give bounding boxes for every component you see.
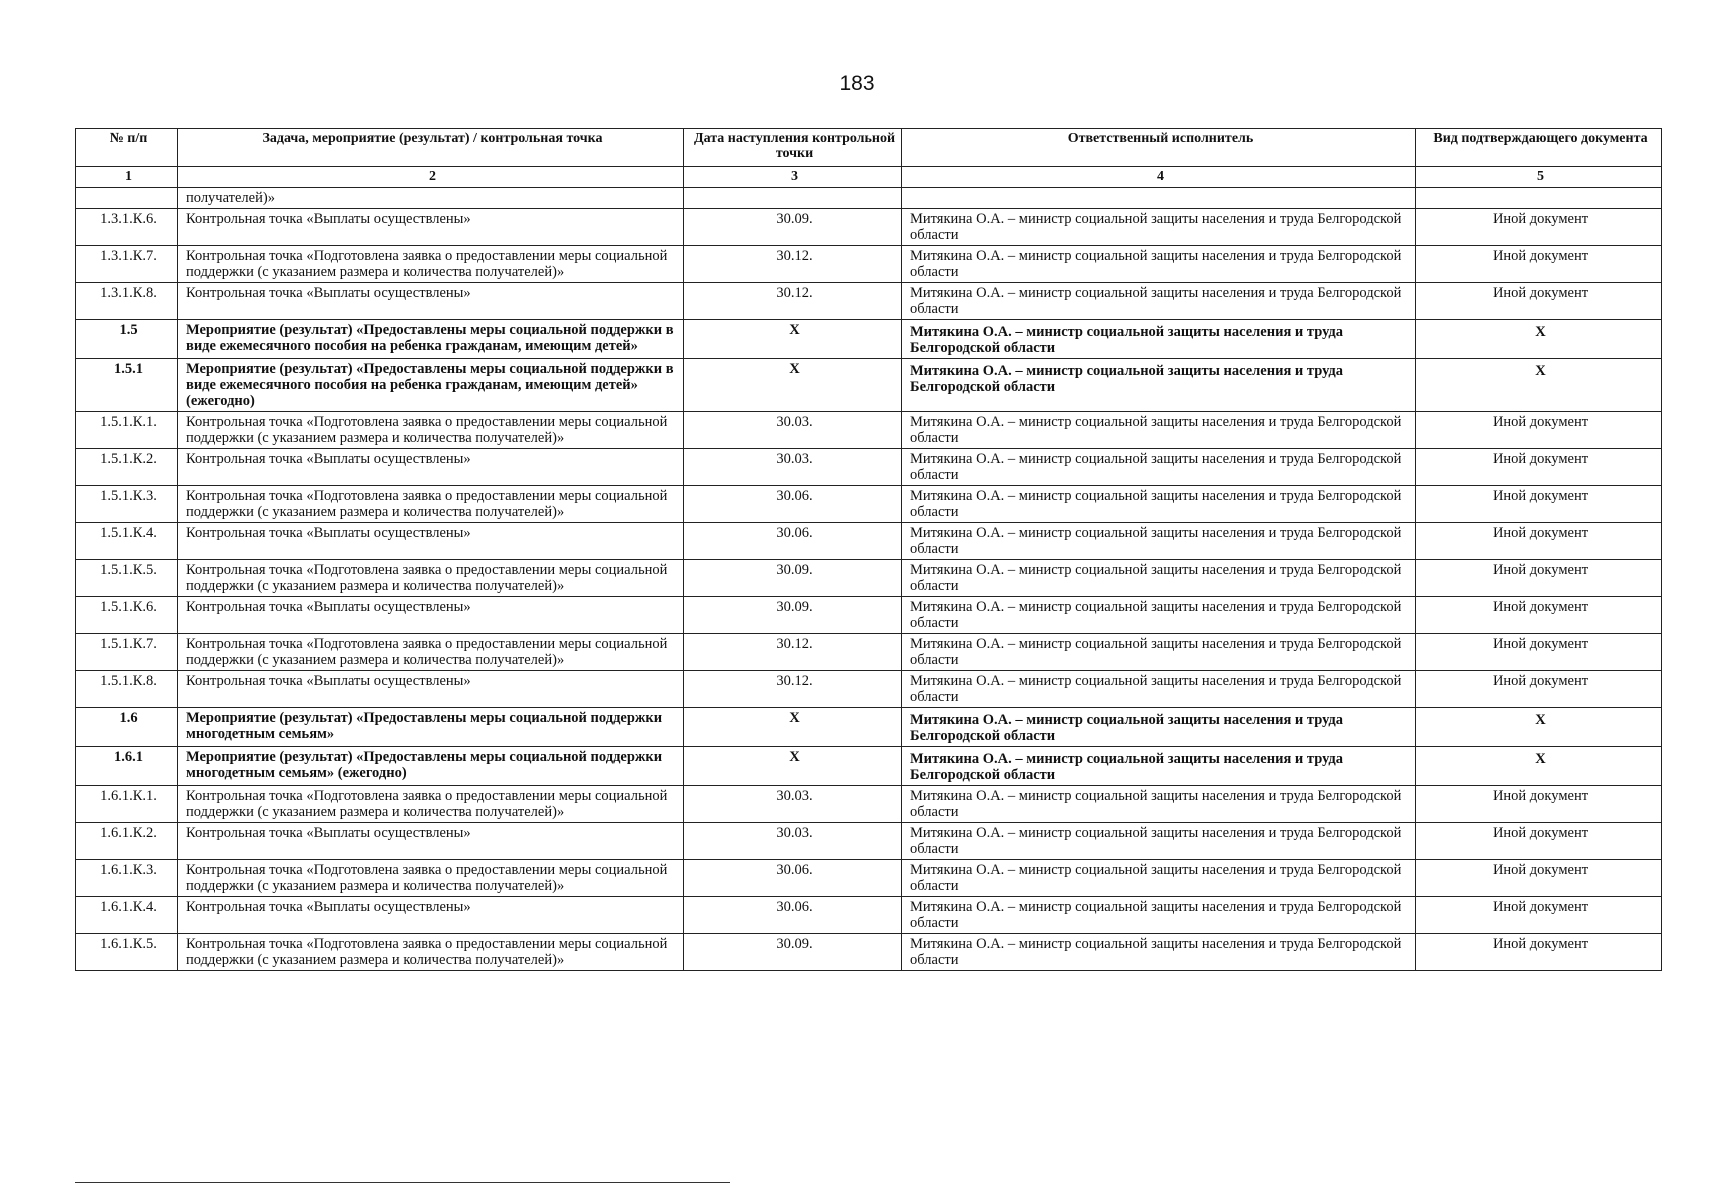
table-row xyxy=(76,860,1662,897)
executor-cell: Митякина О.А. – министр социальной защиты населения и труда Белгородской области xyxy=(902,823,1416,860)
date-cell: 30.12. xyxy=(684,283,902,320)
task-cell: Контрольная точка «Подготовлена заявка о предоставлении меры социальной поддержки (с указанием размера и количества получателей)» xyxy=(178,246,684,283)
document-type-cell: X xyxy=(1416,708,1662,747)
task-cell: Контрольная точка «Подготовлена заявка о предоставлении меры социальной поддержки (с указанием размера и количества получателей)» xyxy=(178,786,684,823)
table-row xyxy=(76,560,1662,597)
row-number: 1.5.1.К.6. xyxy=(76,597,178,634)
date-cell: 30.12. xyxy=(684,246,902,283)
executor-cell: Митякина О.А. – министр социальной защиты населения и труда Белгородской области xyxy=(902,934,1416,971)
row-number: 1.6.1.К.2. xyxy=(76,823,178,860)
table-row xyxy=(76,671,1662,708)
table-body xyxy=(76,188,1662,971)
table-row xyxy=(76,708,1662,747)
column-number-row xyxy=(76,167,1662,188)
row-number: 1.5.1.К.4. xyxy=(76,523,178,560)
executor-cell: Митякина О.А. – министр социальной защиты населения и труда Белгородской области xyxy=(902,486,1416,523)
document-type-cell xyxy=(1416,188,1662,209)
task-cell: Контрольная точка «Выплаты осуществлены» xyxy=(178,209,684,246)
date-cell: 30.03. xyxy=(684,412,902,449)
row-number: 1.6.1.К.4. xyxy=(76,897,178,934)
executor-cell: Митякина О.А. – министр социальной защиты населения и труда Белгородской области xyxy=(902,283,1416,320)
date-cell: 30.09. xyxy=(684,934,902,971)
row-number: 1.5.1.К.8. xyxy=(76,671,178,708)
date-cell: X xyxy=(684,747,902,786)
document-type-cell: Иной документ xyxy=(1416,246,1662,283)
row-number: 1.6.1.К.3. xyxy=(76,860,178,897)
date-cell: 30.06. xyxy=(684,860,902,897)
table-row xyxy=(76,523,1662,560)
row-number: 1.3.1.К.7. xyxy=(76,246,178,283)
executor-cell: Митякина О.А. – министр социальной защиты населения и труда Белгородской области xyxy=(902,860,1416,897)
row-number: 1.6 xyxy=(76,708,178,747)
document-type-cell: Иной документ xyxy=(1416,786,1662,823)
row-number: 1.5.1.К.2. xyxy=(76,449,178,486)
document-type-cell: Иной документ xyxy=(1416,597,1662,634)
table-row xyxy=(76,188,1662,209)
task-cell: Контрольная точка «Выплаты осуществлены» xyxy=(178,897,684,934)
column-number: 3 xyxy=(684,167,902,188)
task-cell: Контрольная точка «Подготовлена заявка о предоставлении меры социальной поддержки (с указанием размера и количества получателей)» xyxy=(178,634,684,671)
footer-divider xyxy=(75,1182,730,1183)
document-type-cell: Иной документ xyxy=(1416,634,1662,671)
document-type-cell: X xyxy=(1416,747,1662,786)
table-row xyxy=(76,412,1662,449)
date-cell: 30.09. xyxy=(684,560,902,597)
column-number: 2 xyxy=(178,167,684,188)
date-cell: 30.12. xyxy=(684,634,902,671)
executor-cell: Митякина О.А. – министр социальной защиты населения и труда Белгородской области xyxy=(902,786,1416,823)
task-cell: Контрольная точка «Подготовлена заявка о предоставлении меры социальной поддержки (с указанием размера и количества получателей)» xyxy=(178,934,684,971)
date-cell: X xyxy=(684,708,902,747)
document-type-cell: Иной документ xyxy=(1416,523,1662,560)
date-cell: 30.06. xyxy=(684,897,902,934)
page-number: 183 xyxy=(839,72,875,95)
executor-cell: Митякина О.А. – министр социальной защиты населения и труда Белгородской области xyxy=(902,634,1416,671)
row-number: 1.5.1.К.7. xyxy=(76,634,178,671)
executor-cell: Митякина О.А. – министр социальной защиты населения и труда Белгородской области xyxy=(902,597,1416,634)
task-cell: Контрольная точка «Выплаты осуществлены» xyxy=(178,671,684,708)
task-cell: Мероприятие (результат) «Предоставлены меры социальной поддержки многодетным семьям» (ежегодно) xyxy=(178,747,684,786)
document-type-cell: Иной документ xyxy=(1416,897,1662,934)
column-number: 4 xyxy=(902,167,1416,188)
executor-cell: Митякина О.А. – министр социальной защиты населения и труда Белгородской области xyxy=(902,897,1416,934)
date-cell: 30.06. xyxy=(684,523,902,560)
header-executor: Ответственный исполнитель xyxy=(902,129,1416,167)
document-type-cell: Иной документ xyxy=(1416,412,1662,449)
date-cell: X xyxy=(684,359,902,412)
table-row xyxy=(76,747,1662,786)
table-row xyxy=(76,597,1662,634)
table-row xyxy=(76,246,1662,283)
header-row xyxy=(76,129,1662,167)
column-number: 5 xyxy=(1416,167,1662,188)
executor-cell: Митякина О.А. – министр социальной защиты населения и труда Белгородской области xyxy=(902,560,1416,597)
document-type-cell: Иной документ xyxy=(1416,560,1662,597)
task-cell: Контрольная точка «Выплаты осуществлены» xyxy=(178,523,684,560)
document-type-cell: X xyxy=(1416,359,1662,412)
document-type-cell: Иной документ xyxy=(1416,823,1662,860)
executor-cell: Митякина О.А. – министр социальной защиты населения и труда Белгородской области xyxy=(902,747,1416,786)
row-number: 1.3.1.К.8. xyxy=(76,283,178,320)
date-cell: 30.03. xyxy=(684,823,902,860)
row-number: 1.6.1.К.5. xyxy=(76,934,178,971)
date-cell: 30.06. xyxy=(684,486,902,523)
task-cell: Контрольная точка «Выплаты осуществлены» xyxy=(178,449,684,486)
table-row xyxy=(76,897,1662,934)
row-number: 1.5.1.К.5. xyxy=(76,560,178,597)
executor-cell: Митякина О.А. – министр социальной защиты населения и труда Белгородской области xyxy=(902,359,1416,412)
executor-cell: Митякина О.А. – министр социальной защиты населения и труда Белгородской области xyxy=(902,412,1416,449)
task-cell: Контрольная точка «Выплаты осуществлены» xyxy=(178,597,684,634)
row-number: 1.5.1 xyxy=(76,359,178,412)
header-doc: Вид подтверждающего документа xyxy=(1416,129,1662,167)
table-row xyxy=(76,634,1662,671)
document-type-cell: Иной документ xyxy=(1416,486,1662,523)
row-number: 1.5.1.К.3. xyxy=(76,486,178,523)
table-row xyxy=(76,359,1662,412)
task-cell: Контрольная точка «Подготовлена заявка о предоставлении меры социальной поддержки (с указанием размера и количества получателей)» xyxy=(178,486,684,523)
document-type-cell: Иной документ xyxy=(1416,671,1662,708)
date-cell: 30.09. xyxy=(684,597,902,634)
table-row xyxy=(76,320,1662,359)
header-task: Задача, мероприятие (результат) / контрольная точка xyxy=(178,129,684,167)
document-type-cell: Иной документ xyxy=(1416,449,1662,486)
executor-cell: Митякина О.А. – министр социальной защиты населения и труда Белгородской области xyxy=(902,671,1416,708)
executor-cell: Митякина О.А. – министр социальной защиты населения и труда Белгородской области xyxy=(902,449,1416,486)
executor-cell: Митякина О.А. – министр социальной защиты населения и труда Белгородской области xyxy=(902,523,1416,560)
header-date: Дата наступления контрольной точки xyxy=(684,129,902,167)
task-cell: Контрольная точка «Подготовлена заявка о предоставлении меры социальной поддержки (с указанием размера и количества получателей)» xyxy=(178,860,684,897)
row-number: 1.6.1 xyxy=(76,747,178,786)
table-row xyxy=(76,823,1662,860)
document-type-cell: Иной документ xyxy=(1416,934,1662,971)
row-number xyxy=(76,188,178,209)
date-cell: 30.09. xyxy=(684,209,902,246)
table-row xyxy=(76,934,1662,971)
date-cell: 30.03. xyxy=(684,449,902,486)
date-cell xyxy=(684,188,902,209)
executor-cell xyxy=(902,188,1416,209)
table-row xyxy=(76,786,1662,823)
task-cell: получателей)» xyxy=(178,188,684,209)
executor-cell: Митякина О.А. – министр социальной защиты населения и труда Белгородской области xyxy=(902,246,1416,283)
plan-table xyxy=(75,128,1662,971)
task-cell: Контрольная точка «Подготовлена заявка о предоставлении меры социальной поддержки (с указанием размера и количества получателей)» xyxy=(178,560,684,597)
executor-cell: Митякина О.А. – министр социальной защиты населения и труда Белгородской области xyxy=(902,708,1416,747)
executor-cell: Митякина О.А. – министр социальной защиты населения и труда Белгородской области xyxy=(902,320,1416,359)
row-number: 1.3.1.К.6. xyxy=(76,209,178,246)
table-row xyxy=(76,449,1662,486)
table-row xyxy=(76,209,1662,246)
executor-cell: Митякина О.А. – министр социальной защиты населения и труда Белгородской области xyxy=(902,209,1416,246)
task-cell: Контрольная точка «Подготовлена заявка о предоставлении меры социальной поддержки (с указанием размера и количества получателей)» xyxy=(178,412,684,449)
document-type-cell: Иной документ xyxy=(1416,860,1662,897)
table-row xyxy=(76,486,1662,523)
date-cell: 30.12. xyxy=(684,671,902,708)
row-number: 1.5 xyxy=(76,320,178,359)
task-cell: Контрольная точка «Выплаты осуществлены» xyxy=(178,823,684,860)
task-cell: Мероприятие (результат) «Предоставлены меры социальной поддержки в виде ежемесячного пособия на ребенка гражданам, имеющим детей» (ежегодно) xyxy=(178,359,684,412)
task-cell: Контрольная точка «Выплаты осуществлены» xyxy=(178,283,684,320)
document-type-cell: Иной документ xyxy=(1416,209,1662,246)
row-number: 1.5.1.К.1. xyxy=(76,412,178,449)
table-row xyxy=(76,283,1662,320)
document-type-cell: Иной документ xyxy=(1416,283,1662,320)
task-cell: Мероприятие (результат) «Предоставлены меры социальной поддержки в виде ежемесячного пособия на ребенка гражданам, имеющим детей» xyxy=(178,320,684,359)
date-cell: 30.03. xyxy=(684,786,902,823)
document-type-cell: X xyxy=(1416,320,1662,359)
header-no: № п/п xyxy=(76,129,178,167)
task-cell: Мероприятие (результат) «Предоставлены меры социальной поддержки многодетным семьям» xyxy=(178,708,684,747)
row-number: 1.6.1.К.1. xyxy=(76,786,178,823)
column-number: 1 xyxy=(76,167,178,188)
date-cell: X xyxy=(684,320,902,359)
